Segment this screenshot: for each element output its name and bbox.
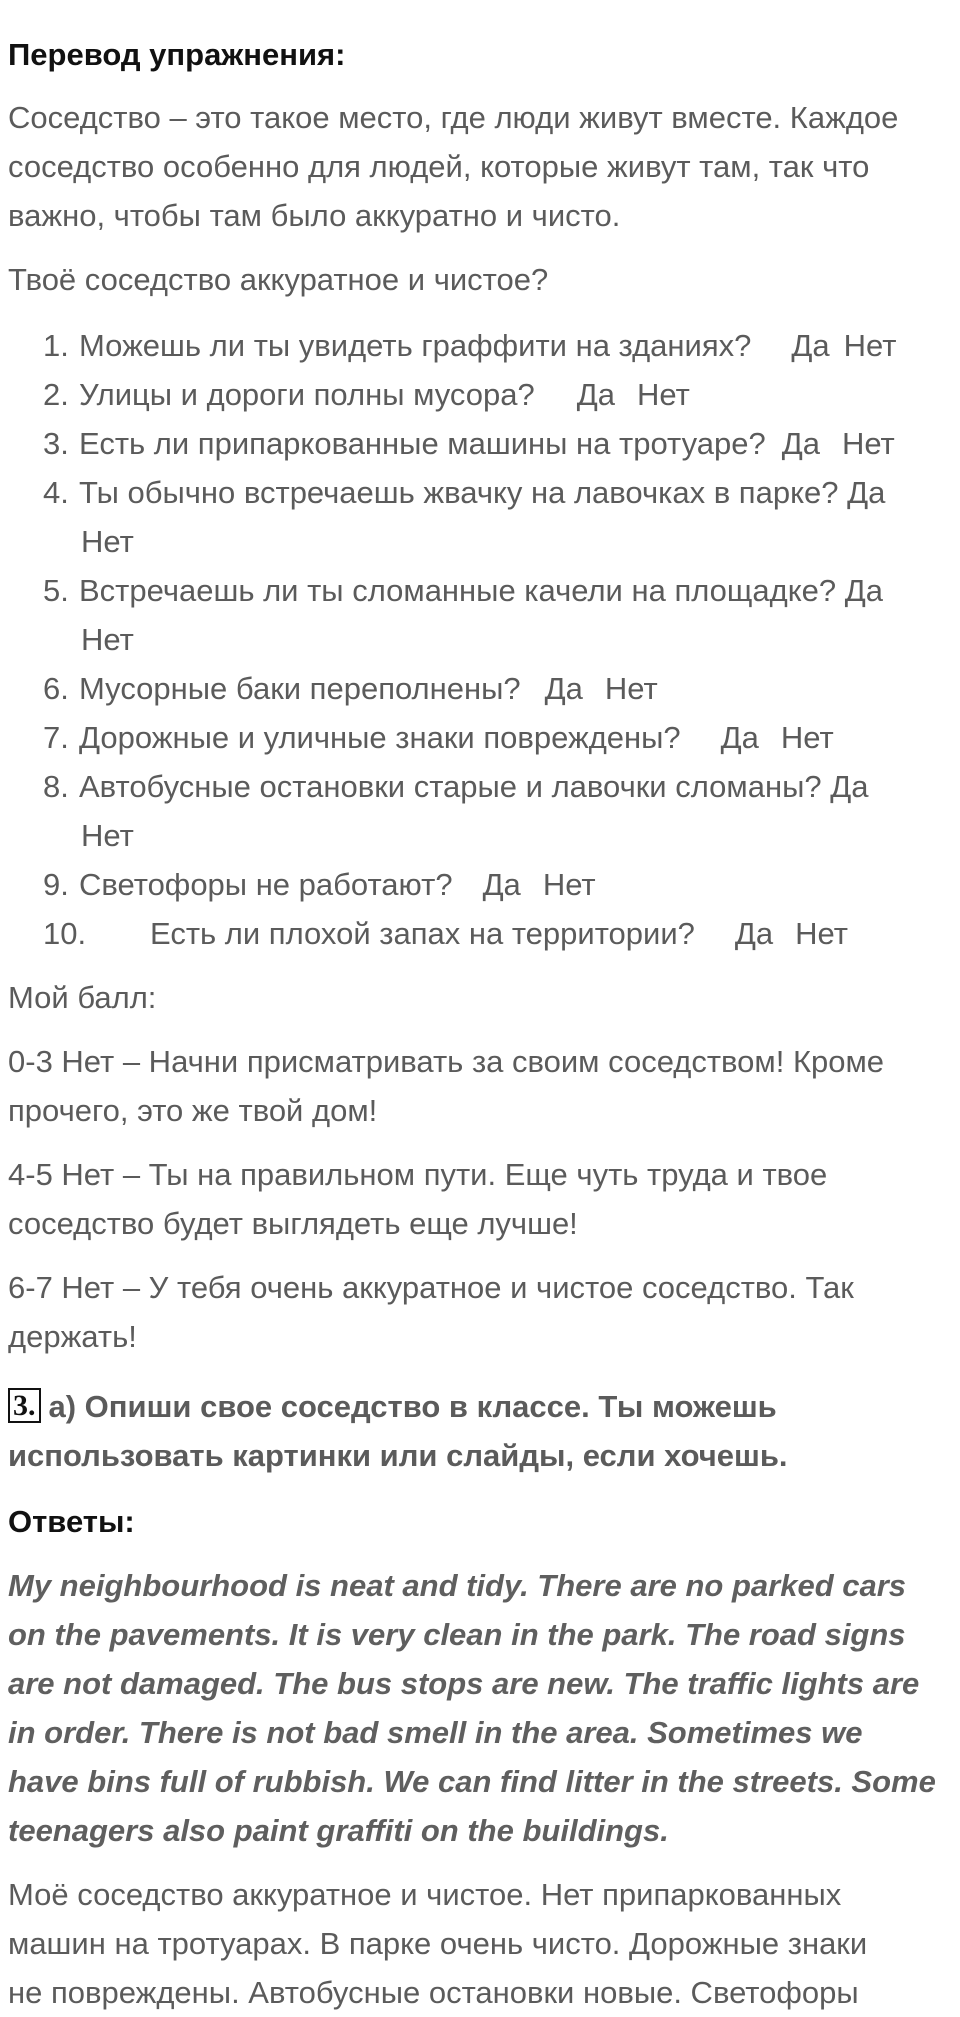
list-text: Автобусные остановки старые и лавочки сломаны? Да	[79, 769, 869, 804]
list-item	[43, 909, 848, 958]
answer-en-line: on the pavements. It is very clean in the park. The road signs	[8, 1617, 906, 1652]
list-text: Есть ли плохой запах на территории?	[150, 916, 695, 951]
list-text: Улицы и дороги полны мусора?	[79, 377, 535, 412]
no-option: Нет	[843, 328, 897, 363]
list-item	[43, 566, 883, 615]
yes-option: Да	[781, 426, 820, 461]
list-number: 3.	[43, 426, 69, 461]
list-number: 1.	[43, 328, 69, 363]
yes-option: Да	[482, 867, 521, 902]
intro-line-2: соседство особенно для людей, которые живут там, так что	[8, 149, 870, 184]
answer-en-line: My neighbourhood is neat and tidy. There are no parked cars	[8, 1568, 907, 1603]
list-item	[43, 664, 658, 713]
question-line: Твоё соседство аккуратное и чистое?	[8, 262, 549, 297]
no-option: Нет	[636, 377, 690, 412]
list-item-continuation: Нет	[81, 818, 134, 853]
score-line: 6-7 Нет – У тебя очень аккуратное и чистое соседство. Так	[8, 1270, 854, 1305]
no-option: Нет	[604, 671, 658, 706]
yes-option: Да	[720, 720, 759, 755]
score-line: 0-3 Нет – Начни присматривать за своим соседством! Кроме	[8, 1044, 885, 1079]
score-line: 4-5 Нет – Ты на правильном пути. Еще чуть труда и твое	[8, 1157, 828, 1192]
list-number: 10.	[43, 916, 87, 951]
list-item	[43, 321, 896, 370]
list-text: Светофоры не работают?	[79, 867, 453, 902]
yes-option: Да	[544, 671, 583, 706]
task-line-1	[8, 1382, 777, 1431]
list-number: 8.	[43, 769, 69, 804]
no-option: Нет	[795, 916, 848, 951]
intro-line-3: важно, чтобы там было аккуратно и чисто.	[8, 198, 621, 233]
answers-heading: Ответы:	[8, 1504, 135, 1539]
score-line: соседство будет выглядеть еще лучше!	[8, 1206, 578, 1241]
score-label: Мой балл:	[8, 980, 157, 1015]
answer-ru-line: Моё соседство аккуратное и чистое. Нет припаркованных	[8, 1877, 842, 1912]
no-option: Нет	[841, 426, 895, 461]
answer-en-line: have bins full of rubbish. We can find litter in the streets. Some	[8, 1764, 936, 1799]
list-item	[43, 860, 596, 909]
yes-option: Да	[576, 377, 615, 412]
task-text-1: a) Опиши свое соседство в классе. Ты можешь	[48, 1389, 777, 1424]
list-number: 2.	[43, 377, 69, 412]
answer-en-line: in order. There is not bad smell in the area. Sometimes we	[8, 1715, 863, 1750]
exercise-number-box: 3.	[8, 1388, 41, 1423]
list-text: Встречаешь ли ты сломанные качели на площадке? Да	[79, 573, 884, 608]
list-text: Можешь ли ты увидеть граффити на зданиях?	[79, 328, 752, 363]
answer-ru-line: машин на тротуарах. В парке очень чисто. Дорожные знаки	[8, 1926, 868, 1961]
translation-heading: Перевод упражнения:	[8, 37, 346, 72]
no-option: Нет	[542, 867, 596, 902]
list-text: Мусорные баки переполнены?	[79, 671, 521, 706]
yes-option: Да	[791, 328, 830, 363]
intro-line-1: Соседство – это такое место, где люди живут вместе. Каждое	[8, 100, 899, 135]
score-line: прочего, это же твой дом!	[8, 1093, 378, 1128]
task-line-2: использовать картинки или слайды, если хочешь.	[8, 1438, 788, 1473]
list-number: 6.	[43, 671, 69, 706]
list-item	[43, 713, 834, 762]
answer-ru-line: не повреждены. Автобусные остановки новые. Светофоры	[8, 1975, 859, 2010]
list-item	[43, 419, 895, 468]
list-number: 7.	[43, 720, 69, 755]
list-text: Дорожные и уличные знаки повреждены?	[79, 720, 681, 755]
answer-en-line: teenagers also paint graffiti on the buildings.	[8, 1813, 669, 1848]
list-item	[43, 468, 885, 517]
list-number: 9.	[43, 867, 69, 902]
answer-en-line: are not damaged. The bus stops are new. The traffic lights are	[8, 1666, 920, 1701]
list-item	[43, 762, 868, 811]
list-item	[43, 370, 690, 419]
list-text: Есть ли припаркованные машины на тротуаре?	[79, 426, 766, 461]
list-item-continuation: Нет	[81, 622, 134, 657]
list-number: 5.	[43, 573, 69, 608]
list-text: Ты обычно встречаешь жвачку на лавочках в парке? Да	[79, 475, 886, 510]
no-option: Нет	[780, 720, 834, 755]
yes-option: Да	[734, 916, 774, 951]
list-number: 4.	[43, 475, 69, 510]
score-line: держать!	[8, 1319, 137, 1354]
list-item-continuation: Нет	[81, 524, 134, 559]
